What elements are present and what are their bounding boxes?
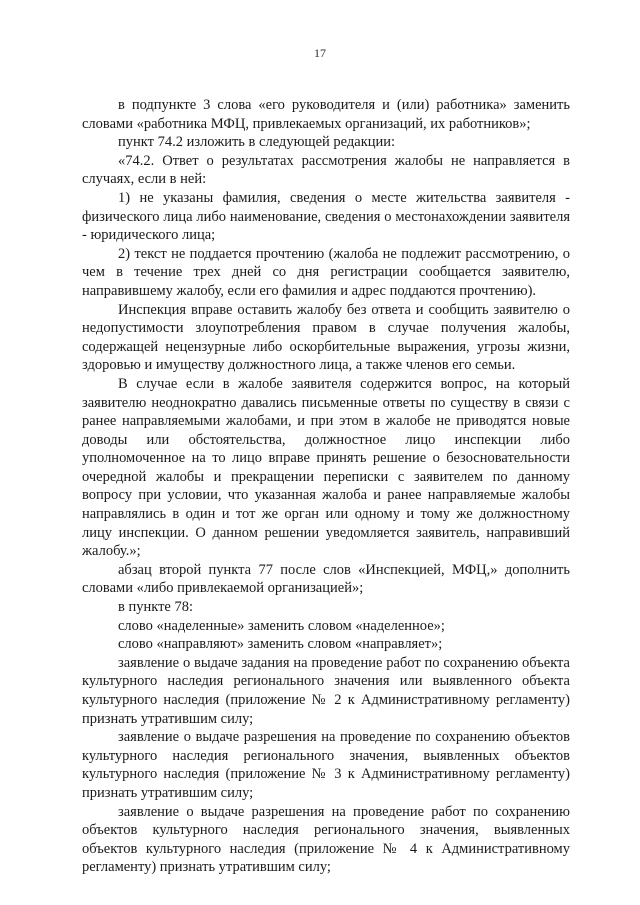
paragraph-4: 1) не указаны фамилия, сведения о месте жительства заявителя - физического лица либо наименование, сведения о местонахождении заявителя - юридического лица; <box>82 189 570 244</box>
paragraph-2: пункт 74.2 изложить в следующей редакции: <box>118 134 396 151</box>
paragraph-11: слово «направляют» заменить словом «направляет»; <box>118 636 443 653</box>
paragraph-3: «74.2. Ответ о результатах рассмотрения жалобы не направляется в случаях, если в ней: <box>82 152 570 188</box>
document-body <box>82 96 570 877</box>
paragraph-9: в пункте 78: <box>118 599 194 616</box>
paragraph-6: Инспекция вправе оставить жалобу без ответа и сообщить заявителю о недопустимости злоупотребления правом в случае получения жалобы, содержащей нецензурные либо оскорбительные выражения, угрозы жизни, здоровью и имуществу должностного лица, а также членов его семьи. <box>82 301 570 374</box>
paragraph-13: заявление о выдаче разрешения на проведение по сохранению объектов культурного наследия регионального значения, выявленных объектов культурного наследия (приложение № 3 к Административному регламенту) признать утратившим силу; <box>82 729 570 801</box>
paragraph-8: абзац второй пункта 77 после слов «Инспекцией, МФЦ,» дополнить словами «либо привлекаемой организацией»; <box>82 561 570 597</box>
paragraph-1: в подпункте 3 слова «его руководителя и (или) работника» заменить словами «работника МФЦ, привлекаемых организаций, их работников»; <box>82 97 570 132</box>
paragraph-12: заявление о выдаче задания на проведение работ по сохранению объекта культурного наследия регионального значения или выявленного объекта культурного наследия (приложение № 2 к Административному регламенту) признать утратившим силу; <box>82 654 570 727</box>
paragraph-5: 2) текст не поддается прочтению (жалоба не подлежит рассмотрению, о чем в течение трех дней со дня регистрации сообщается заявителю, направившему жалобу, если его фамилия и адрес поддаются прочтению). <box>82 245 570 299</box>
paragraph-7: В случае если в жалобе заявителя содержится вопрос, на который заявителю неоднократно давались письменные ответы по существу в связи с ранее направляемыми жалобами, и при этом в жалобе не приводятся новые доводы или обстоятельства, должностное лицо инспекции либо уполномоченное на то лицо вправе принять решение о безосновательности очередной жалобы и прекращении переписки с заявителем по данному вопросу при условии, что указанная жалоба и ранее направляемые жалобы направлялись в один и тот же орган или одному и тому же должностному лицу инспекции. О данном решении уведомляется заявитель, направивший жалобу.»; <box>82 375 570 560</box>
page-number: 17 <box>314 46 326 60</box>
paragraph-10: слово «наделенные» заменить словом «наделенное»; <box>118 617 445 634</box>
paragraph-14: заявление о выдаче разрешения на проведение работ по сохранению объектов культурного наследия регионального значения, выявленных объектов культурного наследия (приложение № 4 к Административному регламенту) признать утратившим силу; <box>82 803 570 876</box>
